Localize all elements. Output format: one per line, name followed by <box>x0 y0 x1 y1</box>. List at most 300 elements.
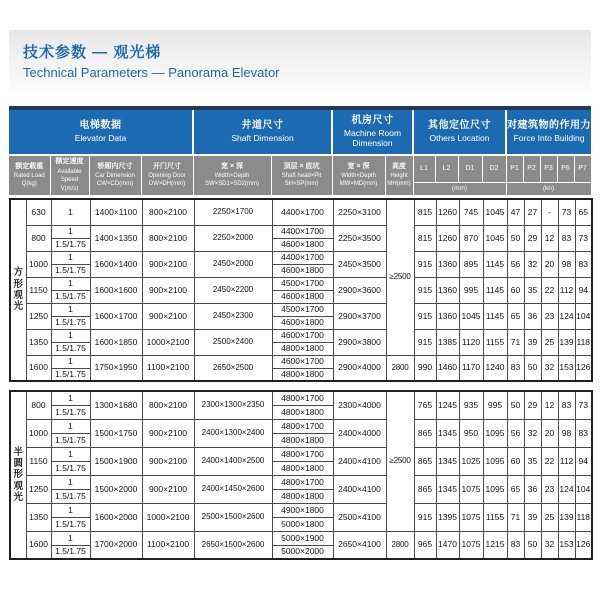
cell-P6: 139 <box>558 503 575 531</box>
cell-D2: 1155 <box>483 503 507 531</box>
cell-P3: 25 <box>541 503 558 531</box>
col-header-P2: P2 <box>523 155 540 182</box>
cell-shaft-head-pit: 4800×1800 <box>272 489 333 503</box>
cell-P2: 36 <box>524 475 541 503</box>
section-label-char: 形 <box>13 278 23 290</box>
location-unit: (mm) <box>413 182 506 195</box>
cell-opening-door: 900×2100 <box>142 419 194 447</box>
cell-L1: 990 <box>414 355 436 381</box>
parameters-table-area <box>9 106 591 560</box>
cell-L1: 865 <box>414 475 436 503</box>
cell-rated-load: 1000 <box>26 251 51 277</box>
cell-shaft-head-pit: 4800×1800 <box>272 342 333 355</box>
cell-speed: 1 <box>51 303 90 316</box>
cell-D2: 1095 <box>483 475 507 503</box>
cell-speed: 1.5/1.75 <box>51 489 90 503</box>
sub-header-unit: DW×DH(mm) <box>148 181 186 188</box>
sub-header-1 <box>9 155 50 195</box>
cell-D2: 1215 <box>483 531 507 559</box>
group-header-2 <box>193 110 332 155</box>
cell-D2: 1045 <box>483 225 507 251</box>
col-header-P3: P3 <box>540 155 557 182</box>
cell-L2: 1260 <box>436 199 459 225</box>
cell-L2: 1360 <box>436 277 459 303</box>
cell-speed: 1 <box>51 531 90 545</box>
cell-rated-load: 800 <box>26 225 51 251</box>
cell-P1: 71 <box>507 329 524 355</box>
cell-D1: 935 <box>459 391 483 419</box>
cell-shaft-width-depth: 2450×2000 <box>194 251 272 277</box>
sub-header-en: Car Dimension <box>95 173 135 180</box>
cell-P7: 73 <box>575 225 592 251</box>
cell-machine-width-depth: 2450×3500 <box>333 251 386 277</box>
group-title-zh: 对建筑物的作用力 <box>507 120 591 132</box>
cell-L2: 1260 <box>436 225 459 251</box>
sub-header-unit: SH×SP(mm) <box>284 181 319 188</box>
cell-L2: 1385 <box>436 329 459 355</box>
cell-car-dimension: 1600×1600 <box>90 277 142 303</box>
group-header-1 <box>9 110 193 155</box>
cell-P3: 32 <box>541 531 558 559</box>
section-label-char: 观 <box>13 290 23 301</box>
cell-shaft-head-pit: 4800×1800 <box>272 405 333 419</box>
cell-P7: 94 <box>575 277 592 303</box>
cell-L1: 915 <box>414 277 436 303</box>
col-header-D2: D2 <box>482 155 506 182</box>
section-label-char: 半 <box>13 446 23 458</box>
table-row <box>10 225 592 238</box>
cell-P3: 22 <box>541 277 558 303</box>
cell-L2: 1470 <box>436 531 459 559</box>
sub-header-zh: 额定速度 <box>55 158 84 166</box>
cell-rated-load: 1350 <box>26 329 51 355</box>
cell-shaft-head-pit: 4400×1700 <box>272 251 333 264</box>
cell-shaft-width-depth: 2400×1450×2600 <box>194 475 272 503</box>
cell-P1: 56 <box>507 251 524 277</box>
cell-D1: 995 <box>459 277 483 303</box>
table-row <box>10 475 592 489</box>
table-row <box>10 251 592 264</box>
cell-L1: 965 <box>414 531 436 559</box>
cell-P1: 50 <box>507 225 524 251</box>
section-label-char: 圆 <box>13 457 23 469</box>
cell-car-dimension: 1300×1680 <box>90 391 142 419</box>
cell-P3: 20 <box>541 419 558 447</box>
sub-header-zh: 宽 × 深 <box>221 162 243 170</box>
cell-P7: 73 <box>575 391 592 419</box>
cell-car-dimension: 1600×2000 <box>90 503 142 531</box>
title-band <box>9 30 591 92</box>
cell-P3: 22 <box>541 447 558 475</box>
cell-opening-door: 800×2100 <box>142 199 194 225</box>
cell-P1: 60 <box>507 277 524 303</box>
cell-shaft-head-pit: 4800×1800 <box>272 368 333 381</box>
cell-shaft-head-pit: 4600×1800 <box>272 238 333 251</box>
cell-P2: 36 <box>524 303 541 329</box>
cell-D2: 1145 <box>483 277 507 303</box>
cell-P3: - <box>541 199 558 225</box>
cell-shaft-head-pit: 4500×1700 <box>272 303 333 316</box>
table-row <box>10 303 592 316</box>
cell-P1: 71 <box>507 503 524 531</box>
cell-shaft-head-pit: 4800×1700 <box>272 391 333 405</box>
cell-P3: 23 <box>541 303 558 329</box>
cell-P7: 65 <box>575 199 592 225</box>
cell-L1: 915 <box>414 303 436 329</box>
section-label <box>10 391 26 559</box>
cell-speed: 1 <box>51 355 90 368</box>
cell-L1: 915 <box>414 503 436 531</box>
cell-shaft-width-depth: 2450×2200 <box>194 277 272 303</box>
section-label-char: 光 <box>13 492 23 504</box>
cell-shaft-width-depth: 2250×1700 <box>194 199 272 225</box>
page-title-zh: 技术参数 — 观光梯 <box>23 44 162 61</box>
cell-machine-height: ≥2500 <box>386 199 414 355</box>
cell-machine-width-depth: 2900×3800 <box>333 329 386 355</box>
sub-header-7 <box>332 155 385 195</box>
col-header-P1: P1 <box>506 155 523 182</box>
sub-header-8 <box>385 155 413 195</box>
cell-P3: 32 <box>541 355 558 381</box>
table-row <box>10 199 592 225</box>
cell-machine-height: 2800 <box>386 355 414 381</box>
cell-L2: 1360 <box>436 303 459 329</box>
cell-car-dimension: 1750×1950 <box>90 355 142 381</box>
sub-header-en: Rated Load <box>13 173 45 180</box>
cell-machine-width-depth: 2300×4000 <box>333 391 386 419</box>
cell-P6: 83 <box>558 225 575 251</box>
cell-opening-door: 900×2100 <box>142 277 194 303</box>
cell-L1: 915 <box>414 329 436 355</box>
sub-header-unit: V(m/s) <box>60 185 79 192</box>
cell-car-dimension: 1700×2000 <box>90 531 142 559</box>
sub-header-unit: Q(kg) <box>21 181 37 188</box>
cell-P7: 104 <box>575 303 592 329</box>
cell-machine-width-depth: 2250×3100 <box>333 199 386 225</box>
cell-D1: 1075 <box>459 475 483 503</box>
cell-P6: 153 <box>558 355 575 381</box>
cell-machine-width-depth: 2900×3700 <box>333 303 386 329</box>
cell-speed: 1.5/1.75 <box>51 368 90 381</box>
cell-speed: 1.5/1.75 <box>51 405 90 419</box>
cell-opening-door: 900×2100 <box>142 303 194 329</box>
cell-P2: 39 <box>524 329 541 355</box>
cell-P6: 153 <box>558 531 575 559</box>
sub-header-3 <box>89 155 141 195</box>
cell-shaft-head-pit: 4800×1800 <box>272 433 333 447</box>
cell-rated-load: 1000 <box>26 419 51 447</box>
cell-P7: 118 <box>575 329 592 355</box>
cell-shaft-head-pit: 4800×1800 <box>272 461 333 475</box>
cell-D2: 1240 <box>483 355 507 381</box>
cell-shaft-head-pit: 4800×1700 <box>272 475 333 489</box>
group-title-en: Machine Room Dimension <box>343 127 402 148</box>
cell-machine-width-depth: 2900×3600 <box>333 277 386 303</box>
cell-speed: 1 <box>51 447 90 461</box>
cell-D2: 1045 <box>483 199 507 225</box>
table-row <box>10 277 592 290</box>
cell-P2: 35 <box>524 447 541 475</box>
sub-header-zh: 顶层 × 底坑 <box>283 162 320 170</box>
cell-car-dimension: 1400×1100 <box>90 199 142 225</box>
cell-rated-load: 630 <box>26 199 51 225</box>
cell-shaft-width-depth: 2400×1400×2500 <box>194 447 272 475</box>
cell-machine-height: ≥2500 <box>386 391 414 531</box>
cell-P6: 83 <box>558 391 575 419</box>
cell-P2: 50 <box>524 355 541 381</box>
cell-shaft-width-depth: 2650×1500×2600 <box>194 531 272 559</box>
cell-D1: 950 <box>459 419 483 447</box>
cell-D2: 1145 <box>483 303 507 329</box>
cell-rated-load: 1600 <box>26 355 51 381</box>
cell-P2: 50 <box>524 531 541 559</box>
cell-L1: 915 <box>414 251 436 277</box>
cell-shaft-width-depth: 2250×2000 <box>194 225 272 251</box>
table-row <box>10 447 592 461</box>
page-title-en: Technical Parameters — Panorama Elevator <box>23 65 280 80</box>
group-title-en: Shaft Dimension <box>231 132 294 143</box>
cell-shaft-head-pit: 4800×1700 <box>272 419 333 433</box>
cell-speed: 1.5/1.75 <box>51 545 90 559</box>
cell-machine-width-depth: 2900×4000 <box>333 355 386 381</box>
cell-P1: 56 <box>507 419 524 447</box>
col-header-L1: L1 <box>413 155 435 182</box>
cell-D1: 895 <box>459 251 483 277</box>
group-title-en: Elevator Data <box>74 132 127 143</box>
cell-speed: 1 <box>51 225 90 238</box>
cell-machine-width-depth: 2650×4100 <box>333 531 386 559</box>
cell-L2: 1460 <box>436 355 459 381</box>
cell-speed: 1.5/1.75 <box>51 290 90 303</box>
cell-D1: 1170 <box>459 355 483 381</box>
cell-speed: 1 <box>51 391 90 405</box>
cell-L1: 865 <box>414 419 436 447</box>
cell-P1: 65 <box>507 303 524 329</box>
table-row <box>10 391 592 405</box>
cell-car-dimension: 1500×1900 <box>90 447 142 475</box>
cell-opening-door: 800×2100 <box>142 391 194 419</box>
table-row <box>10 329 592 342</box>
cell-machine-width-depth: 2500×4100 <box>333 503 386 531</box>
cell-shaft-head-pit: 4400×1700 <box>272 225 333 238</box>
group-title-zh: 电梯数据 <box>79 120 122 132</box>
cell-P7: 83 <box>575 251 592 277</box>
cell-shaft-head-pit: 4400×1700 <box>272 199 333 225</box>
cell-P6: 124 <box>558 475 575 503</box>
sub-header-2 <box>50 155 89 195</box>
sub-header-en: Width×Depth <box>214 173 250 180</box>
cell-D1: 1120 <box>459 329 483 355</box>
cell-shaft-width-depth: 2300×1300×2350 <box>194 391 272 419</box>
section-square-panorama <box>9 198 593 382</box>
cell-shaft-width-depth: 2650×2500 <box>194 355 272 381</box>
cell-P1: 83 <box>507 531 524 559</box>
cell-car-dimension: 1500×2000 <box>90 475 142 503</box>
group-title-zh: 井道尺寸 <box>241 120 284 132</box>
cell-D2: 1145 <box>483 251 507 277</box>
cell-D1: 870 <box>459 225 483 251</box>
cell-shaft-width-depth: 2500×2400 <box>194 329 272 355</box>
cell-shaft-head-pit: 4800×1700 <box>272 447 333 461</box>
cell-machine-height: 2800 <box>386 531 414 559</box>
cell-P1: 60 <box>507 447 524 475</box>
cell-L2: 1345 <box>436 475 459 503</box>
sub-header-zh: 宽 × 深 <box>347 162 370 170</box>
cell-L2: 1395 <box>436 503 459 531</box>
cell-speed: 1.5/1.75 <box>51 461 90 475</box>
cell-D2: 1095 <box>483 447 507 475</box>
group-header-3 <box>332 110 413 155</box>
cell-P2: 32 <box>524 419 541 447</box>
sub-header-en: Available Speed <box>57 168 82 184</box>
sub-header-unit: MH(mm) <box>387 181 411 188</box>
group-title-en: Force Into Building <box>513 132 585 143</box>
col-header-P7: P7 <box>574 155 591 182</box>
cell-opening-door: 1000×2100 <box>142 329 194 355</box>
cell-speed: 1.5/1.75 <box>51 342 90 355</box>
sub-header-unit: SW×SD1×SD2(mm) <box>204 181 259 188</box>
section-gap <box>9 382 591 390</box>
sub-header-5 <box>193 155 271 195</box>
cell-speed: 1 <box>51 503 90 517</box>
cell-rated-load: 1250 <box>26 303 51 329</box>
sub-header-en: Shaft head×Pit <box>281 173 322 180</box>
table-row <box>10 419 592 433</box>
table-row <box>10 531 592 545</box>
cell-P6: 98 <box>558 251 575 277</box>
cell-P7: 126 <box>575 531 592 559</box>
cell-machine-width-depth: 2250×3500 <box>333 225 386 251</box>
group-header-5 <box>506 110 591 155</box>
cell-speed: 1 <box>51 251 90 264</box>
section-label <box>10 199 26 381</box>
cell-P7: 104 <box>575 475 592 503</box>
cell-P7: 83 <box>575 419 592 447</box>
cell-L2: 1245 <box>436 391 459 419</box>
cell-P6: 112 <box>558 447 575 475</box>
cell-speed: 1.5/1.75 <box>51 264 90 277</box>
cell-opening-door: 900×2100 <box>142 447 194 475</box>
cell-P2: 32 <box>524 251 541 277</box>
cell-opening-door: 900×2100 <box>142 475 194 503</box>
col-header-L2: L2 <box>435 155 458 182</box>
cell-shaft-head-pit: 4900×1800 <box>272 503 333 517</box>
section-semicircular-panorama <box>9 390 593 560</box>
cell-speed: 1 <box>51 199 90 225</box>
cell-shaft-head-pit: 5000×1800 <box>272 517 333 531</box>
cell-shaft-head-pit: 4600×1800 <box>272 316 333 329</box>
cell-L2: 1345 <box>436 419 459 447</box>
cell-P1: 83 <box>507 355 524 381</box>
cell-speed: 1 <box>51 277 90 290</box>
cell-opening-door: 1100×2100 <box>142 355 194 381</box>
cell-D1: 1045 <box>459 303 483 329</box>
section-label-char: 形 <box>13 469 23 481</box>
cell-machine-width-depth: 2400×4100 <box>333 447 386 475</box>
cell-rated-load: 1600 <box>26 531 51 559</box>
sub-header-zh: 轿厢内尺寸 <box>97 162 133 170</box>
cell-L1: 815 <box>414 199 436 225</box>
table-header <box>9 110 592 195</box>
cell-rated-load: 1350 <box>26 503 51 531</box>
cell-P7: 118 <box>575 503 592 531</box>
cell-L1: 815 <box>414 225 436 251</box>
cell-car-dimension: 1500×1750 <box>90 419 142 447</box>
cell-shaft-width-depth: 2500×1500×2600 <box>194 503 272 531</box>
cell-D1: 1075 <box>459 531 483 559</box>
cell-P3: 12 <box>541 225 558 251</box>
cell-car-dimension: 1600×1700 <box>90 303 142 329</box>
cell-P2: 29 <box>524 391 541 419</box>
section-label-char: 光 <box>13 301 23 313</box>
cell-speed: 1 <box>51 419 90 433</box>
cell-P6: 124 <box>558 303 575 329</box>
group-header-4 <box>413 110 506 155</box>
group-title-zh: 机房尺寸 <box>351 115 394 127</box>
sub-header-en: Width×Depth <box>341 173 376 180</box>
cell-speed: 1 <box>51 329 90 342</box>
col-header-D1: D1 <box>458 155 482 182</box>
cell-P6: 112 <box>558 277 575 303</box>
sub-header-zh: 开门尺寸 <box>153 162 181 170</box>
cell-P2: 39 <box>524 503 541 531</box>
cell-P7: 94 <box>575 447 592 475</box>
cell-P2: 29 <box>524 225 541 251</box>
cell-rated-load: 1250 <box>26 475 51 503</box>
group-title-en: Others Location <box>429 132 490 143</box>
section-label-char: 方 <box>13 267 23 279</box>
cell-P3: 20 <box>541 251 558 277</box>
cell-speed: 1.5/1.75 <box>51 517 90 531</box>
section-label-char: 观 <box>13 480 23 492</box>
cell-P2: 27 <box>524 199 541 225</box>
sub-header-en: Height <box>390 173 408 180</box>
cell-rated-load: 1150 <box>26 447 51 475</box>
table-row <box>10 355 592 368</box>
cell-D1: 1025 <box>459 447 483 475</box>
cell-L2: 1360 <box>436 251 459 277</box>
cell-shaft-head-pit: 4500×1700 <box>272 277 333 290</box>
cell-P3: 23 <box>541 475 558 503</box>
cell-P7: 126 <box>575 355 592 381</box>
table-row <box>10 503 592 517</box>
cell-machine-width-depth: 2400×4100 <box>333 475 386 503</box>
cell-opening-door: 1100×2100 <box>142 531 194 559</box>
cell-speed: 1.5/1.75 <box>51 433 90 447</box>
cell-L1: 765 <box>414 391 436 419</box>
force-unit: (kn) <box>506 182 591 195</box>
group-title-zh: 其他定位尺寸 <box>428 120 491 132</box>
cell-D2: 995 <box>483 391 507 419</box>
sub-header-zh: 额定载重 <box>15 162 44 170</box>
cell-shaft-width-depth: 2450×2300 <box>194 303 272 329</box>
cell-P2: 35 <box>524 277 541 303</box>
cell-speed: 1.5/1.75 <box>51 316 90 329</box>
cell-car-dimension: 1400×1350 <box>90 225 142 251</box>
sub-header-6 <box>271 155 332 195</box>
cell-speed: 1 <box>51 475 90 489</box>
cell-shaft-width-depth: 2400×1300×2400 <box>194 419 272 447</box>
sub-header-zh: 高度 <box>392 162 406 170</box>
cell-car-dimension: 1600×1850 <box>90 329 142 355</box>
cell-shaft-head-pit: 5000×2000 <box>272 545 333 559</box>
cell-shaft-head-pit: 4600×1800 <box>272 264 333 277</box>
cell-D2: 1155 <box>483 329 507 355</box>
cell-D1: 745 <box>459 199 483 225</box>
cell-P3: 12 <box>541 391 558 419</box>
cell-D1: 1075 <box>459 503 483 531</box>
cell-shaft-head-pit: 5000×1900 <box>272 531 333 545</box>
